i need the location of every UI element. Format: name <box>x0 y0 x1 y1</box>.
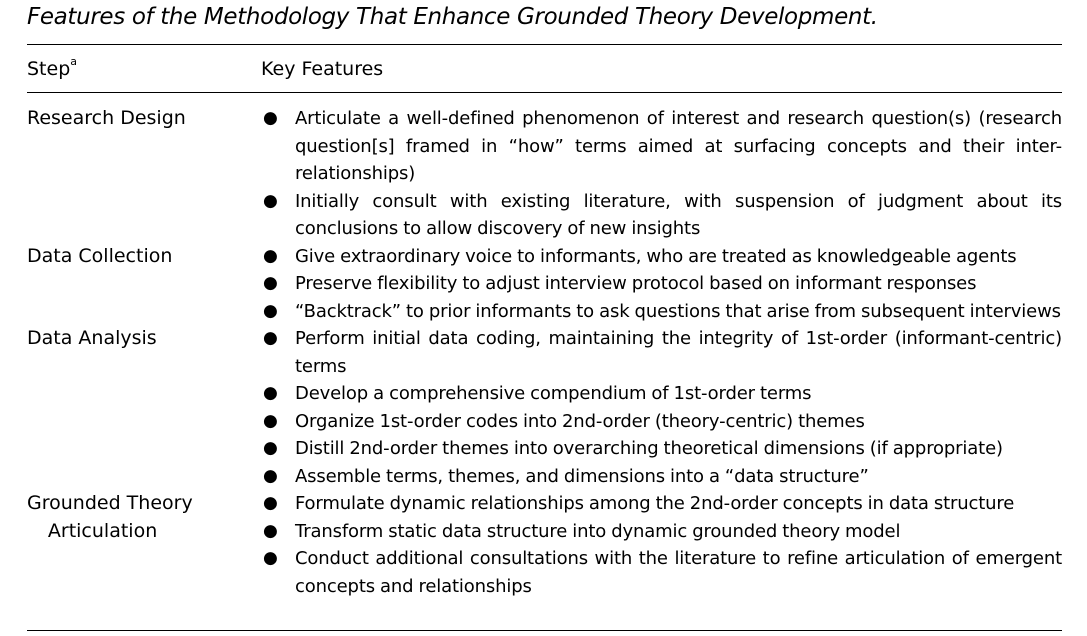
feature-text: Assemble terms, themes, and dimensions into a “data structure” <box>295 465 869 487</box>
feature-item <box>261 298 1062 326</box>
feature-item <box>261 243 1062 271</box>
feature-item <box>261 518 1062 546</box>
feature-list <box>261 490 1062 600</box>
feature-item <box>261 435 1062 463</box>
step-cell: Data Collection <box>27 244 173 267</box>
bullet-icon: ● <box>263 493 278 513</box>
feature-text: “Backtrack” to prior informants to ask questions that arise from subsequent interviews <box>295 300 1061 322</box>
table-row <box>27 325 1062 490</box>
table-body <box>27 105 1062 600</box>
step-cell: Grounded Theory Articulation <box>27 492 193 542</box>
table-row <box>27 105 1062 243</box>
table-row <box>27 490 1062 600</box>
bullet-icon: ● <box>263 273 278 293</box>
bullet-icon: ● <box>263 300 278 321</box>
feature-item <box>261 380 1062 408</box>
feature-item <box>261 490 1062 518</box>
feature-text: Develop a comprehensive compendium of 1st-order terms <box>295 383 812 404</box>
bullet-icon: ● <box>263 245 278 266</box>
feature-text: Articulate a well-defined phenomenon of interest and research question(s) (research question[s] framed in “how” terms aimed at surfacing concepts and their inter-relationships) <box>295 108 1062 184</box>
bottom-rule <box>27 630 1062 631</box>
feature-item <box>261 545 1062 600</box>
header-step <box>27 55 78 80</box>
feature-item <box>261 270 1062 298</box>
feature-list <box>261 325 1062 490</box>
feature-text: Give extraordinary voice to informants, who are treated as knowledgeable agents <box>295 245 1017 267</box>
feature-list <box>261 105 1062 243</box>
feature-text: Distill 2nd-order themes into overarching theoretical dimensions (if appropriate) <box>295 438 1003 459</box>
feature-text: Conduct additional consultations with the literature to refine articulation of emergent concepts and relationships <box>295 548 1062 597</box>
bullet-icon: ● <box>263 520 278 541</box>
feature-text: Formulate dynamic relationships among the 2nd-order concepts in data structure <box>295 493 1015 514</box>
step-cell: Data Analysis <box>27 327 157 349</box>
feature-list <box>261 243 1062 326</box>
feature-item <box>261 325 1062 380</box>
bullet-icon: ● <box>263 465 278 486</box>
header-rule <box>27 92 1062 93</box>
feature-text: Perform initial data coding, maintaining the integrity of 1st-order (informant-centric) terms <box>295 328 1062 377</box>
header-step-label: Step <box>27 58 71 80</box>
bullet-icon: ● <box>263 438 278 458</box>
bullet-icon: ● <box>263 410 278 431</box>
feature-text: Preserve flexibility to adjust interview protocol based on informant responses <box>295 273 977 294</box>
feature-text: Transform static data structure into dynamic grounded theory model <box>295 520 901 542</box>
table-row <box>27 243 1062 326</box>
header-key-features: Key Features <box>261 58 384 80</box>
feature-item <box>261 408 1062 436</box>
bullet-icon: ● <box>263 383 278 403</box>
table-title: Features of the Methodology That Enhance Grounded Theory Development. <box>27 4 878 30</box>
feature-text: Organize 1st-order codes into 2nd-order (theory-centric) themes <box>295 410 865 432</box>
feature-item <box>261 463 1062 491</box>
feature-item <box>261 188 1062 243</box>
bullet-icon: ● <box>263 548 278 568</box>
feature-text: Initially consult with existing literature, with suspension of judgment about its conclusions to allow discovery of new insights <box>295 190 1062 239</box>
bullet-icon: ● <box>263 108 278 128</box>
step-cell: Research Design <box>27 107 186 129</box>
bullet-icon: ● <box>263 328 278 348</box>
header-step-footnote-marker: a <box>70 55 78 68</box>
top-rule <box>27 44 1062 45</box>
feature-item <box>261 105 1062 188</box>
bullet-icon: ● <box>263 190 278 211</box>
